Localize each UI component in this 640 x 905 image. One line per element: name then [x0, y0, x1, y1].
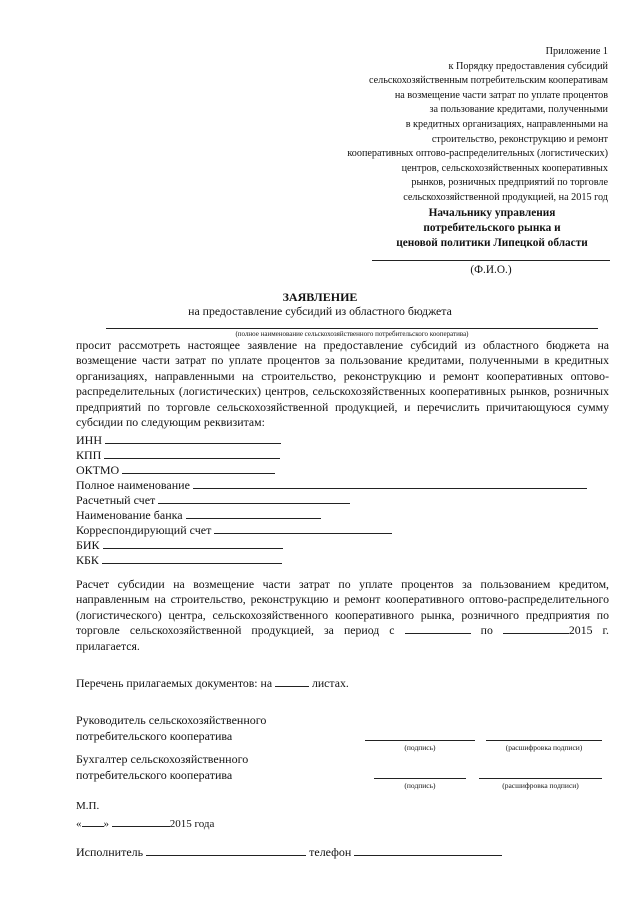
bank-field[interactable]	[186, 508, 321, 519]
appendix-line: на возмещение части затрат по уплате процентов	[394, 89, 608, 101]
phone-field[interactable]	[354, 845, 502, 856]
appendix-line: к Порядку предоставления субсидий	[448, 60, 608, 72]
calculation-text	[76, 577, 609, 654]
requisite-kbk	[76, 553, 282, 568]
requisite-kpp	[76, 448, 280, 463]
requisite-corr-account	[76, 523, 392, 538]
oktmo-field[interactable]	[122, 463, 275, 474]
accountant-role	[76, 751, 248, 783]
requisite-label: Наименование банка	[76, 508, 183, 522]
accountant-role-line: потребительского кооператива	[76, 768, 233, 782]
period-start-field[interactable]	[405, 623, 471, 634]
appendix-line: центров, сельскохозяйственных кооперативных	[401, 162, 608, 174]
requisite-account	[76, 493, 350, 508]
phone-label: телефон	[309, 845, 352, 859]
requisite-label: Расчетный счет	[76, 493, 156, 507]
appendix-line: в кредитных организациях, направленными на	[405, 118, 608, 130]
request-text: просит рассмотреть настоящее заявление на предоставление субсидий из областного бюджета на возмещение части затрат по уплате процентов за пользование кредитами, полученными в кредитных организациях, направленными на строительство, реконструкцию и ремонт кооперативных оптово-распределительных (логистических) центров, сельскохозяйственных кооперативных рынков, розничных предприятий по торговле сельскохозяйственной продукцией, и перечислить причитающуюся сумму субсидии по следующим реквизитам:	[76, 338, 609, 430]
requisite-label: БИК	[76, 538, 100, 552]
requisite-full-name	[76, 478, 587, 493]
addressee-line: потребительского рынка и	[423, 222, 561, 234]
corr-account-field[interactable]	[214, 523, 392, 534]
appendix-line: Приложение 1	[545, 46, 608, 57]
appendix-line: рынков, розничных предприятий по торговле	[411, 177, 608, 189]
period-end-field[interactable]	[503, 623, 569, 634]
kpp-field[interactable]	[104, 448, 280, 459]
sheets-count-field[interactable]	[275, 676, 309, 687]
appendix-line: за пользование кредитами, полученными	[429, 104, 608, 116]
requisite-label: ИНН	[76, 433, 102, 447]
date-year: 2015 года	[169, 818, 215, 830]
requisite-label: ОКТМО	[76, 463, 120, 477]
appendix-line: строительство, реконструкцию и ремонт	[431, 133, 608, 145]
day-field[interactable]	[82, 816, 104, 827]
requisite-label: КПП	[76, 448, 102, 462]
requisite-label: КБК	[76, 553, 99, 567]
docs-suffix: листах.	[311, 676, 349, 690]
bik-field[interactable]	[103, 538, 283, 549]
cooperative-name-caption: (полное наименование сельскохозяйственного потребительского кооператива)	[235, 330, 469, 338]
inn-field[interactable]	[105, 433, 281, 444]
appendix-line: сельскохозяйственным потребительским кооперативам	[369, 75, 608, 87]
requisite-inn	[76, 433, 281, 448]
appendix-line: сельскохозяйственной продукцией, на 2015 год	[403, 191, 608, 203]
kbk-field[interactable]	[102, 553, 282, 564]
requisite-label: Корреспондирующий счет	[76, 523, 212, 537]
requisite-oktmo	[76, 463, 275, 478]
head-role-line: потребительского кооператива	[76, 729, 233, 743]
account-field[interactable]	[158, 493, 350, 504]
executor-label: Исполнитель	[76, 845, 144, 859]
date-open-quote: «	[76, 818, 82, 830]
executor-field[interactable]	[146, 845, 306, 856]
calculation-year: 2015 г.	[568, 623, 609, 638]
full-name-field[interactable]	[193, 478, 587, 489]
document-subtitle: на предоставление субсидий из областного бюджета	[188, 304, 452, 318]
calculation-attached: прилагается.	[76, 638, 140, 653]
fio-line	[372, 260, 610, 261]
addressee-line: ценовой политики Липецкой области	[396, 237, 588, 249]
accountant-role-line: Бухгалтер сельскохозяйственного	[76, 752, 249, 766]
addressee-line: Начальнику управления	[428, 207, 556, 219]
head-signature-line[interactable]	[365, 740, 475, 741]
appendix-header	[278, 45, 608, 206]
attached-docs-line	[76, 676, 349, 691]
docs-prefix: Перечень прилагаемых документов: на	[76, 676, 273, 690]
calculation-po: по	[480, 623, 493, 638]
date-line	[76, 816, 214, 830]
decode-caption: (расшифровка подписи)	[502, 781, 579, 790]
head-role	[76, 712, 266, 744]
cooperative-name-line[interactable]	[106, 328, 598, 329]
accountant-decode-line[interactable]	[479, 778, 602, 779]
sign-caption: (подпись)	[404, 781, 436, 790]
stamp-placeholder: М.П.	[76, 800, 100, 812]
appendix-line: кооперативных оптово-распределительных (логистических)	[347, 148, 608, 160]
addressee-block	[370, 206, 614, 251]
document-title: ЗАЯВЛЕНИЕ	[282, 290, 358, 304]
requisite-bank	[76, 508, 321, 523]
sign-caption: (подпись)	[404, 743, 436, 752]
requisite-bik	[76, 538, 283, 553]
month-field[interactable]	[112, 816, 170, 827]
date-close-quote: »	[103, 818, 109, 830]
fio-caption: (Ф.И.О.)	[470, 264, 512, 276]
head-role-line: Руководитель сельскохозяйственного	[76, 713, 267, 727]
executor-line	[76, 845, 502, 860]
decode-caption: (расшифровка подписи)	[505, 743, 583, 752]
requisite-label: Полное наименование	[76, 478, 190, 492]
accountant-signature-line[interactable]	[374, 778, 466, 779]
calculation-body: Расчет субсидии на возмещение части затрат по уплате процентов за пользованием кредитом, направленным на строительство, реконструкцию и ремонт кооперативного оптово-распределительного (логистического) центра, сельскохозяйственного кооперативного рынка, розничного предприятия по торговле сельскохозяйственной продукцией, за период с	[76, 577, 609, 638]
head-decode-line[interactable]	[486, 740, 602, 741]
